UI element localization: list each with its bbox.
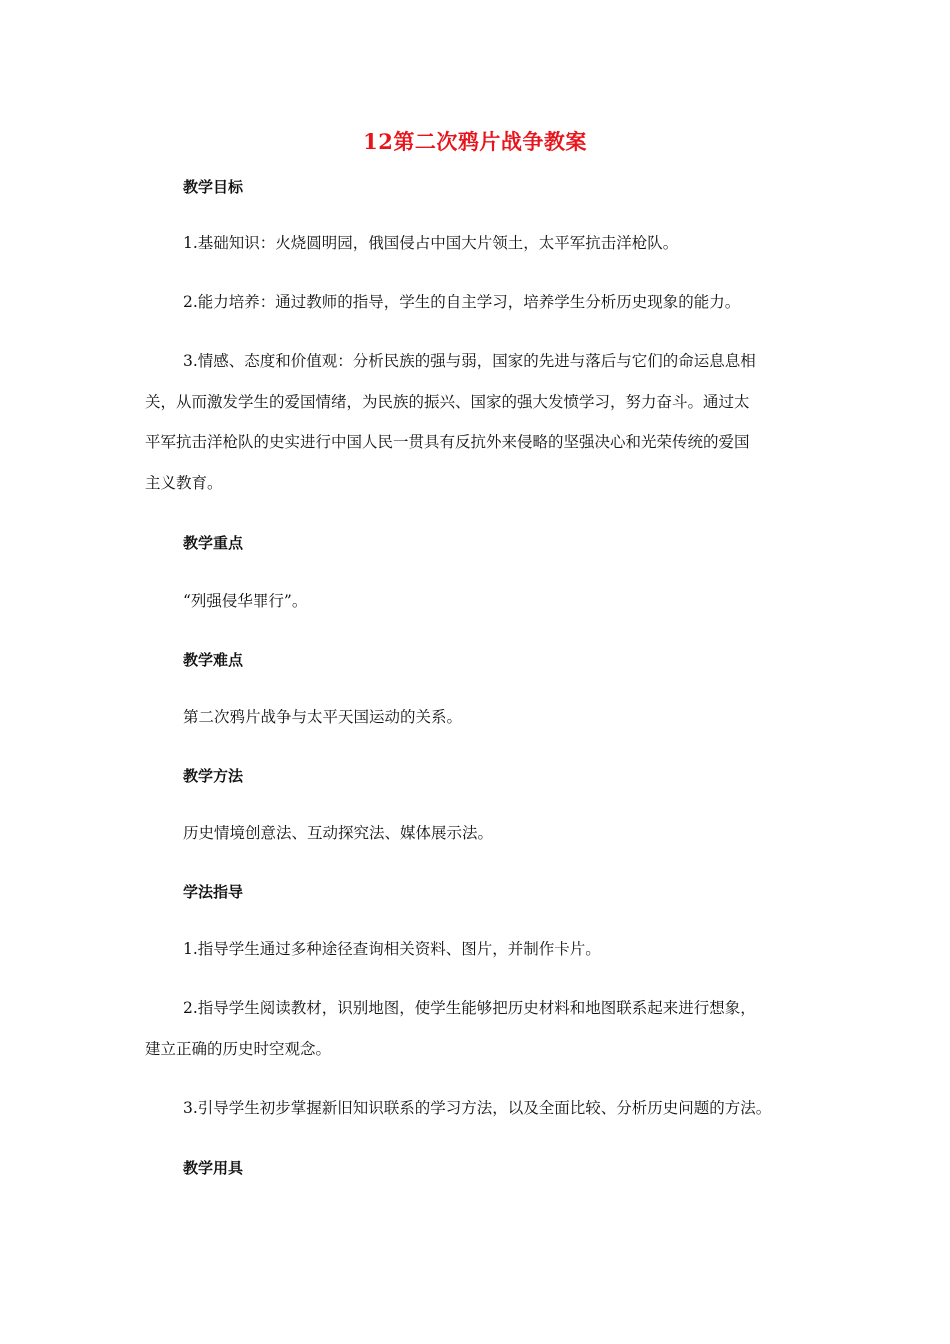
guide-item-2-line-1: 2.指导学生阅读教材，识别地图，使学生能够把历史材料和地图联系起来进行想象， bbox=[183, 999, 756, 1017]
heading-teaching-tools: 教学用具 bbox=[183, 1159, 244, 1177]
difficulties-text: 第二次鸦片战争与太平天国运动的关系。 bbox=[183, 708, 463, 726]
objective-3-line-2: 关，从而激发学生的爱国情绪，为民族的振兴、国家的强大发愤学习，努力奋斗。通过太 bbox=[145, 393, 750, 411]
guide-item-1: 1.指导学生通过多种途径查询相关资料、图片，并制作卡片。 bbox=[183, 940, 601, 958]
key-points-text: “列强侵华罪行”。 bbox=[183, 592, 308, 610]
heading-objectives: 教学目标 bbox=[183, 178, 244, 196]
heading-methods: 教学方法 bbox=[183, 767, 244, 785]
heading-difficulties: 教学难点 bbox=[183, 651, 244, 669]
objective-3-line-3: 平军抗击洋枪队的史实进行中国人民一贯具有反抗外来侵略的坚强决心和光荣传统的爱国 bbox=[145, 433, 750, 451]
methods-text: 历史情境创意法、互动探究法、媒体展示法。 bbox=[183, 824, 494, 842]
objective-3-line-4: 主义教育。 bbox=[145, 474, 223, 492]
heading-study-guide: 学法指导 bbox=[183, 883, 244, 901]
objective-2: 2.能力培养：通过教师的指导，学生的自主学习，培养学生分析历史现象的能力。 bbox=[183, 293, 741, 311]
guide-item-3: 3.引导学生初步掌握新旧知识联系的学习方法，以及全面比较、分析历史问题的方法。 bbox=[183, 1099, 772, 1117]
guide-item-2-line-2: 建立正确的历史时空观念。 bbox=[145, 1040, 332, 1058]
document-title: 12第二次鸦片战争教案 bbox=[363, 129, 587, 154]
objective-3-line-1: 3.情感、态度和价值观：分析民族的强与弱，国家的先进与落后与它们的命运息息相 bbox=[183, 352, 756, 370]
heading-key-points: 教学重点 bbox=[183, 534, 244, 552]
objective-1: 1.基础知识：火烧圆明园，俄国侵占中国大片领土，太平军抗击洋枪队。 bbox=[183, 234, 679, 252]
